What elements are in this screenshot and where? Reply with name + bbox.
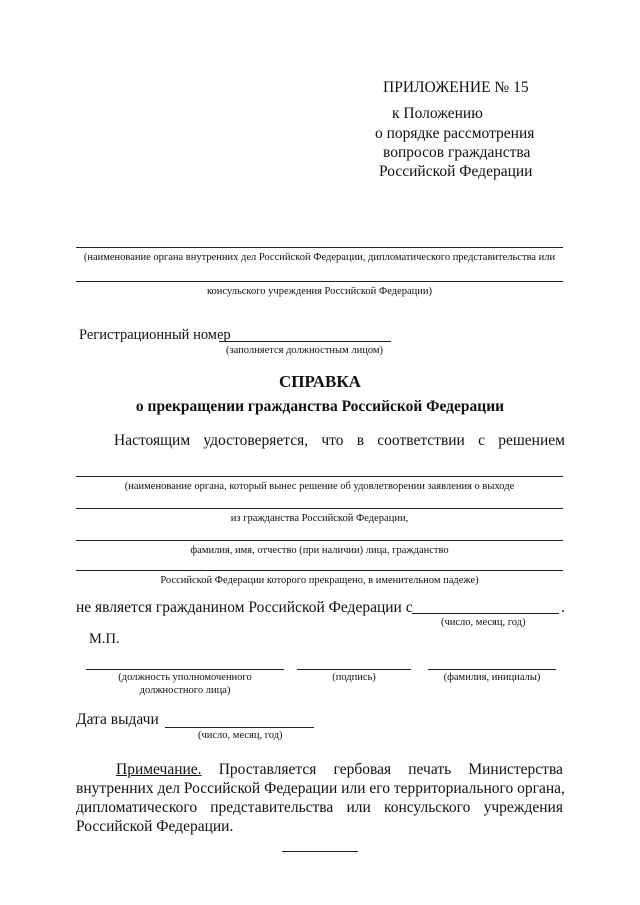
note-word: печать: [408, 761, 452, 778]
issue-date-line: [165, 727, 314, 728]
registration-label: Регистрационный номер: [79, 327, 231, 343]
issue-date-caption: (число, месяц, год): [198, 730, 283, 741]
note-word: консульского: [383, 799, 471, 816]
stamp-mark: М.П.: [89, 631, 120, 647]
since-date-line: [412, 613, 559, 614]
note-line-3: [76, 800, 563, 816]
person-line-2: [76, 570, 563, 571]
registration-caption: (заполняется должностным лицом): [226, 345, 384, 356]
intro-word: Настоящим: [114, 432, 191, 449]
note-word: дипломатического: [76, 799, 198, 816]
person-caption-1: фамилия, имя, отчество (при наличии) лица, гражданство: [190, 545, 449, 556]
note-word: учреждения: [483, 799, 563, 816]
not-citizen-text: не является гражданином Российской Федерации с: [76, 599, 413, 616]
document-title: СПРАВКА: [279, 372, 361, 391]
intro-word: решением: [498, 432, 565, 449]
header-line-1: к Положению: [392, 105, 483, 122]
authority-caption-2: консульского учреждения Российской Федерации): [206, 286, 433, 297]
footer-separator: [282, 851, 358, 852]
signature-caption: (подпись): [332, 672, 376, 683]
name-line: [428, 669, 556, 670]
authority-line-1: [76, 247, 563, 248]
note-word: или: [346, 799, 371, 816]
name-caption: (фамилия, инициалы): [443, 672, 541, 683]
header-line-4: Российской Федерации: [379, 163, 533, 180]
header-line-3: вопросов гражданства: [383, 144, 531, 161]
person-caption-2: Российской Федерации которого прекращено, в именительном падеже): [160, 575, 479, 586]
note-word: Министерства: [468, 761, 563, 778]
decision-caption-1: (наименование органа, который вынес решение об удовлетворении заявления о выходе: [124, 481, 515, 492]
decision-line-2: [76, 508, 563, 509]
appendix-number: ПРИЛОЖЕНИЕ № 15: [383, 79, 529, 96]
decision-line-1: [76, 476, 563, 477]
note-line-1: [116, 762, 563, 778]
position-caption-2: должностного лица): [139, 685, 231, 696]
note-word: Проставляется: [218, 761, 317, 778]
decision-caption-2: из гражданства Российской Федерации,: [230, 513, 409, 524]
document-subtitle: о прекращении гражданства Российской Федерации: [135, 398, 505, 415]
note-word: представительства: [210, 799, 334, 816]
registration-line: [219, 341, 391, 342]
intro-line: [114, 433, 565, 449]
note-line-2: внутренних дел Российской Федерации или его территориального органа,: [76, 780, 565, 797]
position-line: [86, 669, 284, 670]
sentence-period: .: [561, 599, 565, 616]
intro-word: что: [321, 432, 344, 449]
note-heading: Примечание.: [116, 761, 202, 778]
header-line-2: о порядке рассмотрения: [375, 125, 535, 142]
since-date-caption: (число, месяц, год): [441, 617, 526, 628]
position-caption-1: (должность уполномоченного: [118, 672, 252, 683]
intro-word: в: [356, 432, 365, 449]
intro-word: соответствии: [377, 432, 465, 449]
person-line-1: [76, 540, 563, 541]
note-line-4: Российской Федерации.: [76, 818, 234, 835]
authority-line-2: [76, 281, 563, 282]
issue-date-label: Дата выдачи: [76, 711, 159, 728]
intro-word: удостоверяется,: [203, 432, 309, 449]
intro-word: с: [478, 432, 485, 449]
note-word: гербовая: [333, 761, 392, 778]
authority-caption-1: (наименование органа внутренних дел Российской Федерации, дипломатического представительства или: [83, 252, 556, 263]
signature-line: [297, 669, 411, 670]
